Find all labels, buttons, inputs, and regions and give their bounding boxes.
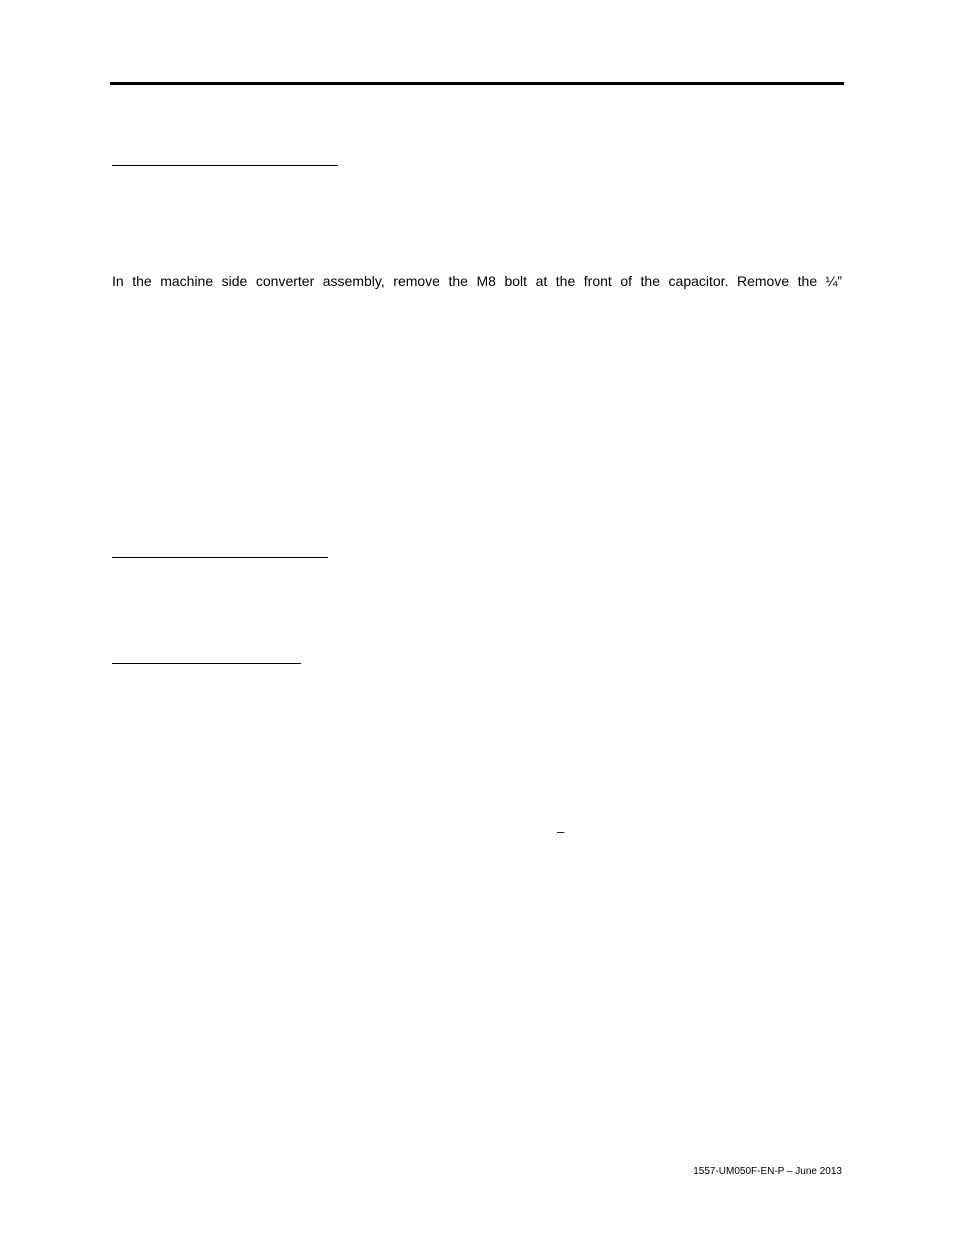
section-heading-underline (112, 557, 328, 558)
dash-mark: – (557, 824, 565, 839)
footer-doc-id: 1557-UM050F-EN-P – June 2013 (693, 1166, 842, 1177)
header-rule (110, 82, 844, 85)
subsection-heading-underline (112, 663, 301, 664)
section-heading-underline (112, 165, 338, 166)
body-paragraph-line: In the machine side converter assembly, remove the M8 bolt at the front of the capacitor. Remove the ¼” (112, 273, 842, 289)
